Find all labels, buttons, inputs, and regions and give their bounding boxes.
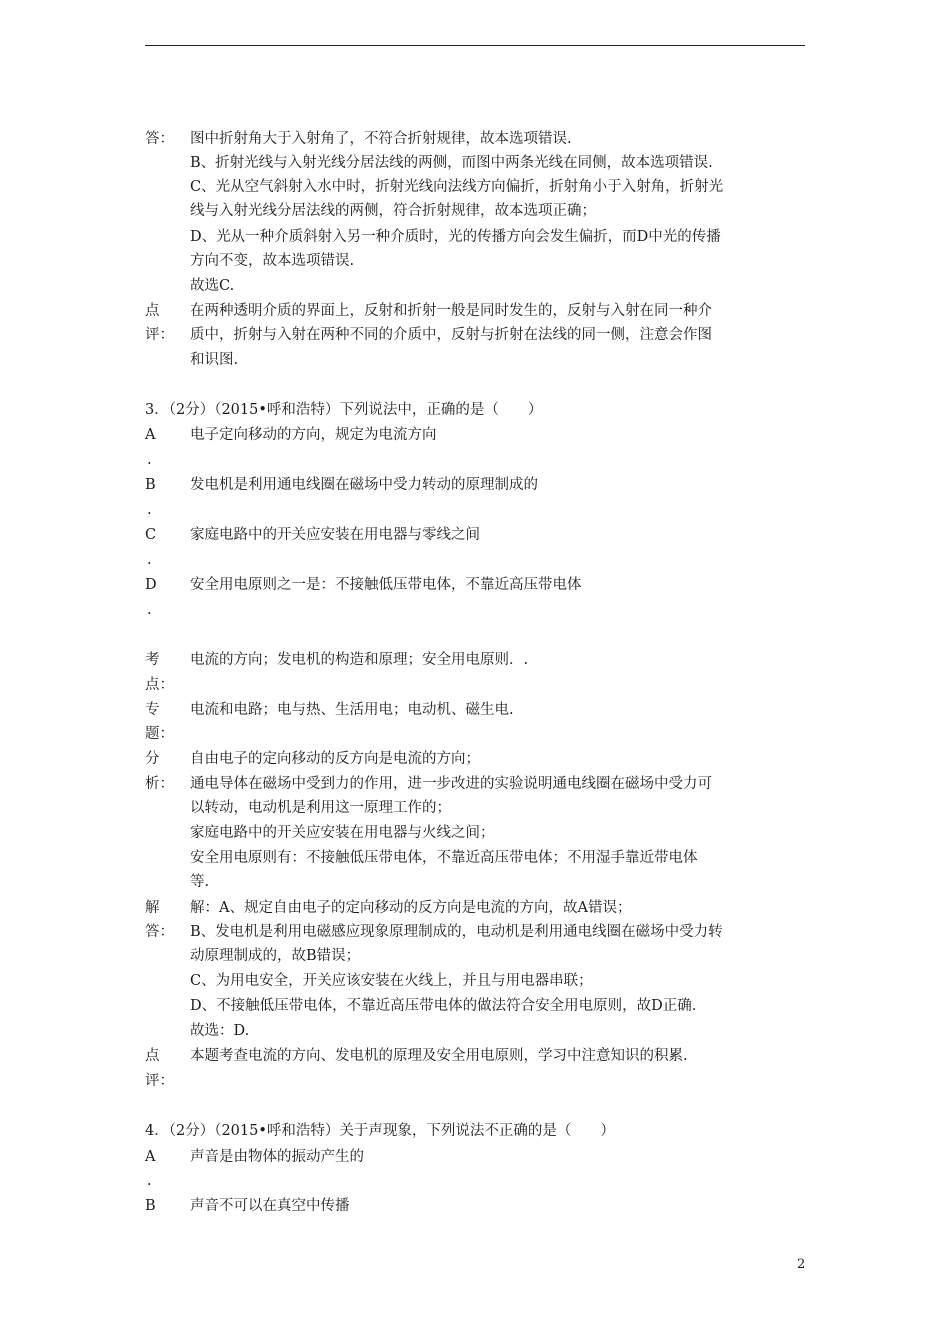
answer-line: C、光从空气斜射入水中时，折射光线向法线方向偏折，折射角小于入射角，折射光 [190, 179, 724, 195]
fenxi-line: 自由电子的定向移动的反方向是电流的方向； [190, 751, 480, 767]
answer-line: 故选C. [190, 278, 235, 294]
option-letter: B [145, 477, 156, 493]
option-letter: C [145, 527, 157, 543]
option-letter: D [145, 577, 157, 593]
answer-line: 方向不变，故本选项错误. [190, 253, 355, 269]
jieda-line: B、发电机是利用电磁感应现象原理制成的，电动机是利用通电线圈在磁场中受力转 [190, 924, 723, 940]
fenxi-line: 安全用电原则有：不接触低压带电体，不靠近高压带电体；不用湿手靠近带电体 [190, 850, 698, 866]
jieda-line: 动原理制成的，故B错误； [190, 948, 361, 964]
option-b-text: 声音不可以在真空中传播 [190, 1198, 350, 1214]
fenxi-label: 析： [145, 776, 174, 792]
answer-label: 答： [145, 131, 174, 147]
option-c-text: 家庭电路中的开关应安装在用电器与零线之间 [190, 527, 480, 543]
jieda-line: 故选：D. [190, 1023, 250, 1039]
option-a-text: 声音是由物体的振动产生的 [190, 1149, 364, 1165]
kaodian-text: 电流的方向；发电机的构造和原理；安全用电原则．. [190, 652, 529, 668]
answer-line: B、折射光线与入射光线分居法线的两侧，而图中两条光线在同侧，故本选项错误. [190, 155, 713, 171]
fenxi-label: 分 [145, 751, 160, 767]
answer-line: 图中折射角大于入射角了，不符合折射规律，故本选项错误. [190, 131, 572, 147]
question-3-stem: 3．（2分）（2015•呼和浩特）下列说法中，正确的是（ ） [145, 402, 543, 418]
fenxi-line: 等. [190, 874, 210, 890]
fenxi-line: 家庭电路中的开关应安装在用电器与火线之间； [190, 825, 495, 841]
comment-label: 评： [145, 327, 174, 343]
jieda-line: D、不接触低压带电体，不靠近高压带电体的做法符合安全用电原则，故D正确. [190, 998, 697, 1014]
fenxi-line: 以转动，电动机是利用这一原理工作的； [190, 800, 451, 816]
dianping-label: 点 [145, 1048, 160, 1064]
option-dot: . [147, 552, 152, 568]
option-dot: . [147, 1173, 152, 1189]
kaodian-label: 考 [145, 652, 160, 668]
comment-label: 点 [145, 303, 160, 319]
kaodian-label: 点： [145, 677, 174, 693]
fenxi-line: 通电导体在磁场中受到力的作用，进一步改进的实验说明通电线圈在磁场中受力可 [190, 776, 712, 792]
dianping-text: 本题考查电流的方向、发电机的原理及安全用电原则，学习中注意知识的积累. [190, 1048, 688, 1064]
jieda-label: 解 [145, 900, 160, 916]
zhuanti-label: 专 [145, 702, 160, 718]
comment-line: 在两种透明介质的界面上，反射和折射一般是同时发生的，反射与入射在同一种介 [190, 303, 712, 319]
option-letter: A [145, 427, 156, 443]
option-dot: . [147, 452, 152, 468]
option-letter: B [145, 1198, 156, 1214]
dianping-label: 评： [145, 1073, 174, 1089]
jieda-line: C、为用电安全，开关应该安装在火线上，并且与用电器串联； [190, 973, 593, 989]
zhuanti-label: 题： [145, 726, 174, 742]
comment-line: 质中，折射与入射在两种不同的介质中，反射与折射在法线的同一侧，注意会作图 [190, 327, 712, 343]
option-b-text: 发电机是利用通电线圈在磁场中受力转动的原理制成的 [190, 477, 538, 493]
comment-line: 和识图. [190, 352, 239, 368]
option-a-text: 电子定向移动的方向，规定为电流方向 [190, 427, 437, 443]
header-rule [145, 45, 805, 46]
question-4-stem: 4．（2分）（2015•呼和浩特）关于声现象，下列说法不正确的是（ ） [145, 1123, 615, 1139]
zhuanti-text: 电流和电路；电与热、生活用电；电动机、磁生电. [190, 702, 514, 718]
option-d-text: 安全用电原则之一是：不接触低压带电体，不靠近高压带电体 [190, 577, 582, 593]
answer-line: 线与入射光线分居法线的两侧，符合折射规律，故本选项正确； [190, 203, 596, 219]
option-letter: A [145, 1149, 156, 1165]
option-dot: . [147, 502, 152, 518]
jieda-label: 答： [145, 924, 174, 940]
answer-line: D、光从一种介质斜射入另一种介质时，光的传播方向会发生偏折，而D中光的传播 [190, 229, 721, 245]
jieda-line: 解：A、规定自由电子的定向移动的反方向是电流的方向，故A错误； [190, 900, 632, 916]
option-dot: . [147, 602, 152, 618]
page-number: 2 [797, 1257, 806, 1272]
